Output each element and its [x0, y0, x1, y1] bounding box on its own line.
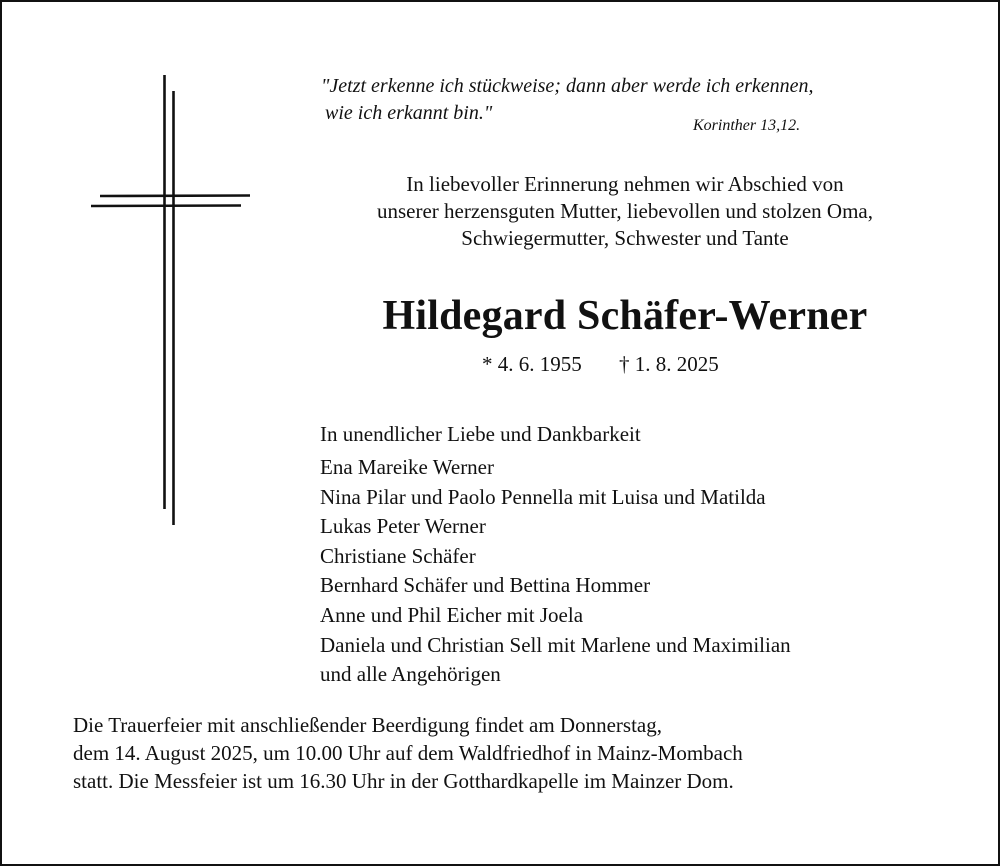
intro-line-1: In liebevoller Erinnerung nehmen wir Abschied von — [406, 172, 844, 196]
funeral-info-line-1: Die Trauerfeier mit anschließender Beerdigung findet am Donnerstag, — [73, 713, 662, 737]
intro-line-2: unserer herzensguten Mutter, liebevollen und stolzen Oma, — [376, 199, 873, 223]
bible-quote-line-1: "Jetzt erkenne ich stückweise; dann aber werde ich erkennen, — [321, 75, 814, 97]
mourner-name: Bernhard Schäfer und Bettina Hommer — [320, 573, 651, 598]
funeral-info-line-3: statt. Die Messfeier ist um 16.30 Uhr in der Gotthardkapelle im Mainzer Dom. — [73, 769, 734, 793]
mourner-name: Christiane Schäfer — [320, 543, 476, 568]
birth-date: * 4. 6. 1955 — [482, 352, 582, 376]
mourner-name: Daniela und Christian Sell mit Marlene und Maximilian — [320, 632, 791, 657]
mourner-name: und alle Angehörigen — [320, 662, 501, 687]
funeral-info-line-2: dem 14. August 2025, um 10.00 Uhr auf dem Waldfriedhof in Mainz-Mombach — [73, 741, 743, 765]
double-line-cross-icon — [0, 0, 300, 540]
mourner-name: Anne und Phil Eicher mit Joela — [320, 602, 584, 627]
mourners-heading: In unendlicher Liebe und Dankbarkeit — [320, 422, 641, 446]
intro-line-3: Schwiegermutter, Schwester und Tante — [461, 226, 789, 250]
bible-reference: Korinther 13,12. — [693, 117, 801, 134]
deceased-name: Hildegard Schäfer-Werner — [382, 293, 868, 339]
death-date: † 1. 8. 2025 — [619, 352, 719, 376]
mourner-name: Nina Pilar und Paolo Pennella mit Luisa und Matilda — [320, 484, 766, 509]
bible-quote-line-2: wie ich erkannt bin." — [325, 102, 493, 124]
mourner-name: Lukas Peter Werner — [320, 514, 486, 539]
mourners-list — [320, 453, 791, 690]
mourner-name: Ena Mareike Werner — [320, 455, 494, 479]
